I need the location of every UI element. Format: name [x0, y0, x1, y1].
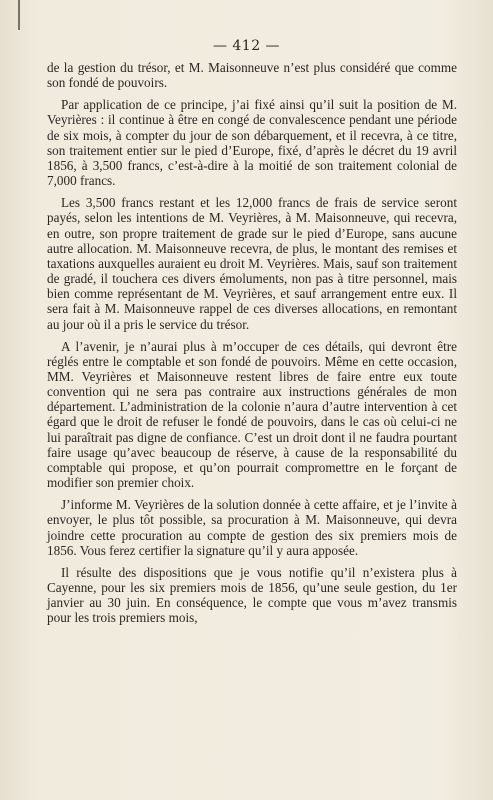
paragraph: Il résulte des dispositions que je vous notifie qu’il n’existera plus à Cayenne, pour les six premiers mois de 1856, qu’une seule gestion, du 1er janvier au 30 juin. En conséquence, le compte que vous m’avez transmis pour les trois premiers mois, [47, 564, 457, 626]
body-text [47, 60, 457, 632]
paragraph: Par application de ce principe, j’ai fixé ainsi qu’il suit la position de M. Veyrières : il continue à être en congé de convalescence pendant une période de six mois, à compter du jour de son débarquement, et il recevra, à ce titre, son traitement entier sur le pied d’Europe, fixé, d’après le décret du 19 avril 1856, à 3,500 francs, c’est-à-dire à la moitié de son traitement colonial de 7,000 francs. [47, 97, 457, 189]
binding-mark [18, 0, 20, 30]
paragraph: J’informe M. Veyrières de la solution donnée à cette affaire, et je l’invite à envoyer, le plus tôt possible, sa procuration à M. Maisonneuve, qui devra joindre cette procuration au compte de gestion des six premiers mois de 1856. Vous ferez certifier la signature qu’il y aura apposée. [47, 497, 457, 558]
paragraph: Les 3,500 francs restant et les 12,000 francs de frais de service seront payés, selon les intentions de M. Veyrières, à M. Maisonneuve, qui recevra, en outre, son propre traitement de grade sur le pied d’Europe, sans aucune autre allocation. M. Maisonneuve recevra, de plus, le montant des remises et taxations auxquelles auraient eu droit M. Veyrières. Mais, sauf son traitement de gradé, il touchera ces divers émoluments, non pas à titre personnel, mais bien comme représentant de M. Veyrières, et sauf arrangement entre eux. Il sera fait à M. Maisonneuve rappel de ces diverses allocations, en remontant au jour où il a pris le service du trésor. [47, 195, 457, 332]
page-number: — 412 — [212, 38, 281, 54]
paragraph: A l’avenir, je n’aurai plus à m’occuper de ces détails, qui devront être réglés entre le comptable et son fondé de pouvoirs. Même en cette occasion, MM. Veyrières et Maisonneuve restent libres de faire entre eux toute convention qui ne sera pas contraire aux instructions générales de mon département. L’administration de la colonie n’aura d’autre intervention à cet égard que le droit de refuser le fondé de pouvoirs, dans le cas où celui-ci ne lui paraîtrait pas digne de confiance. C’est un droit dont il ne faudra pourtant faire usage qu’avec beaucoup de réserve, à cause de la responsabilité du comptable qui propose, et qu’on pourrait compromettre en le forçant de modifier son premier choix. [47, 338, 457, 491]
paragraph: de la gestion du trésor, et M. Maisonneuve n’est plus considéré que comme son fondé de pouvoirs. [47, 60, 457, 91]
